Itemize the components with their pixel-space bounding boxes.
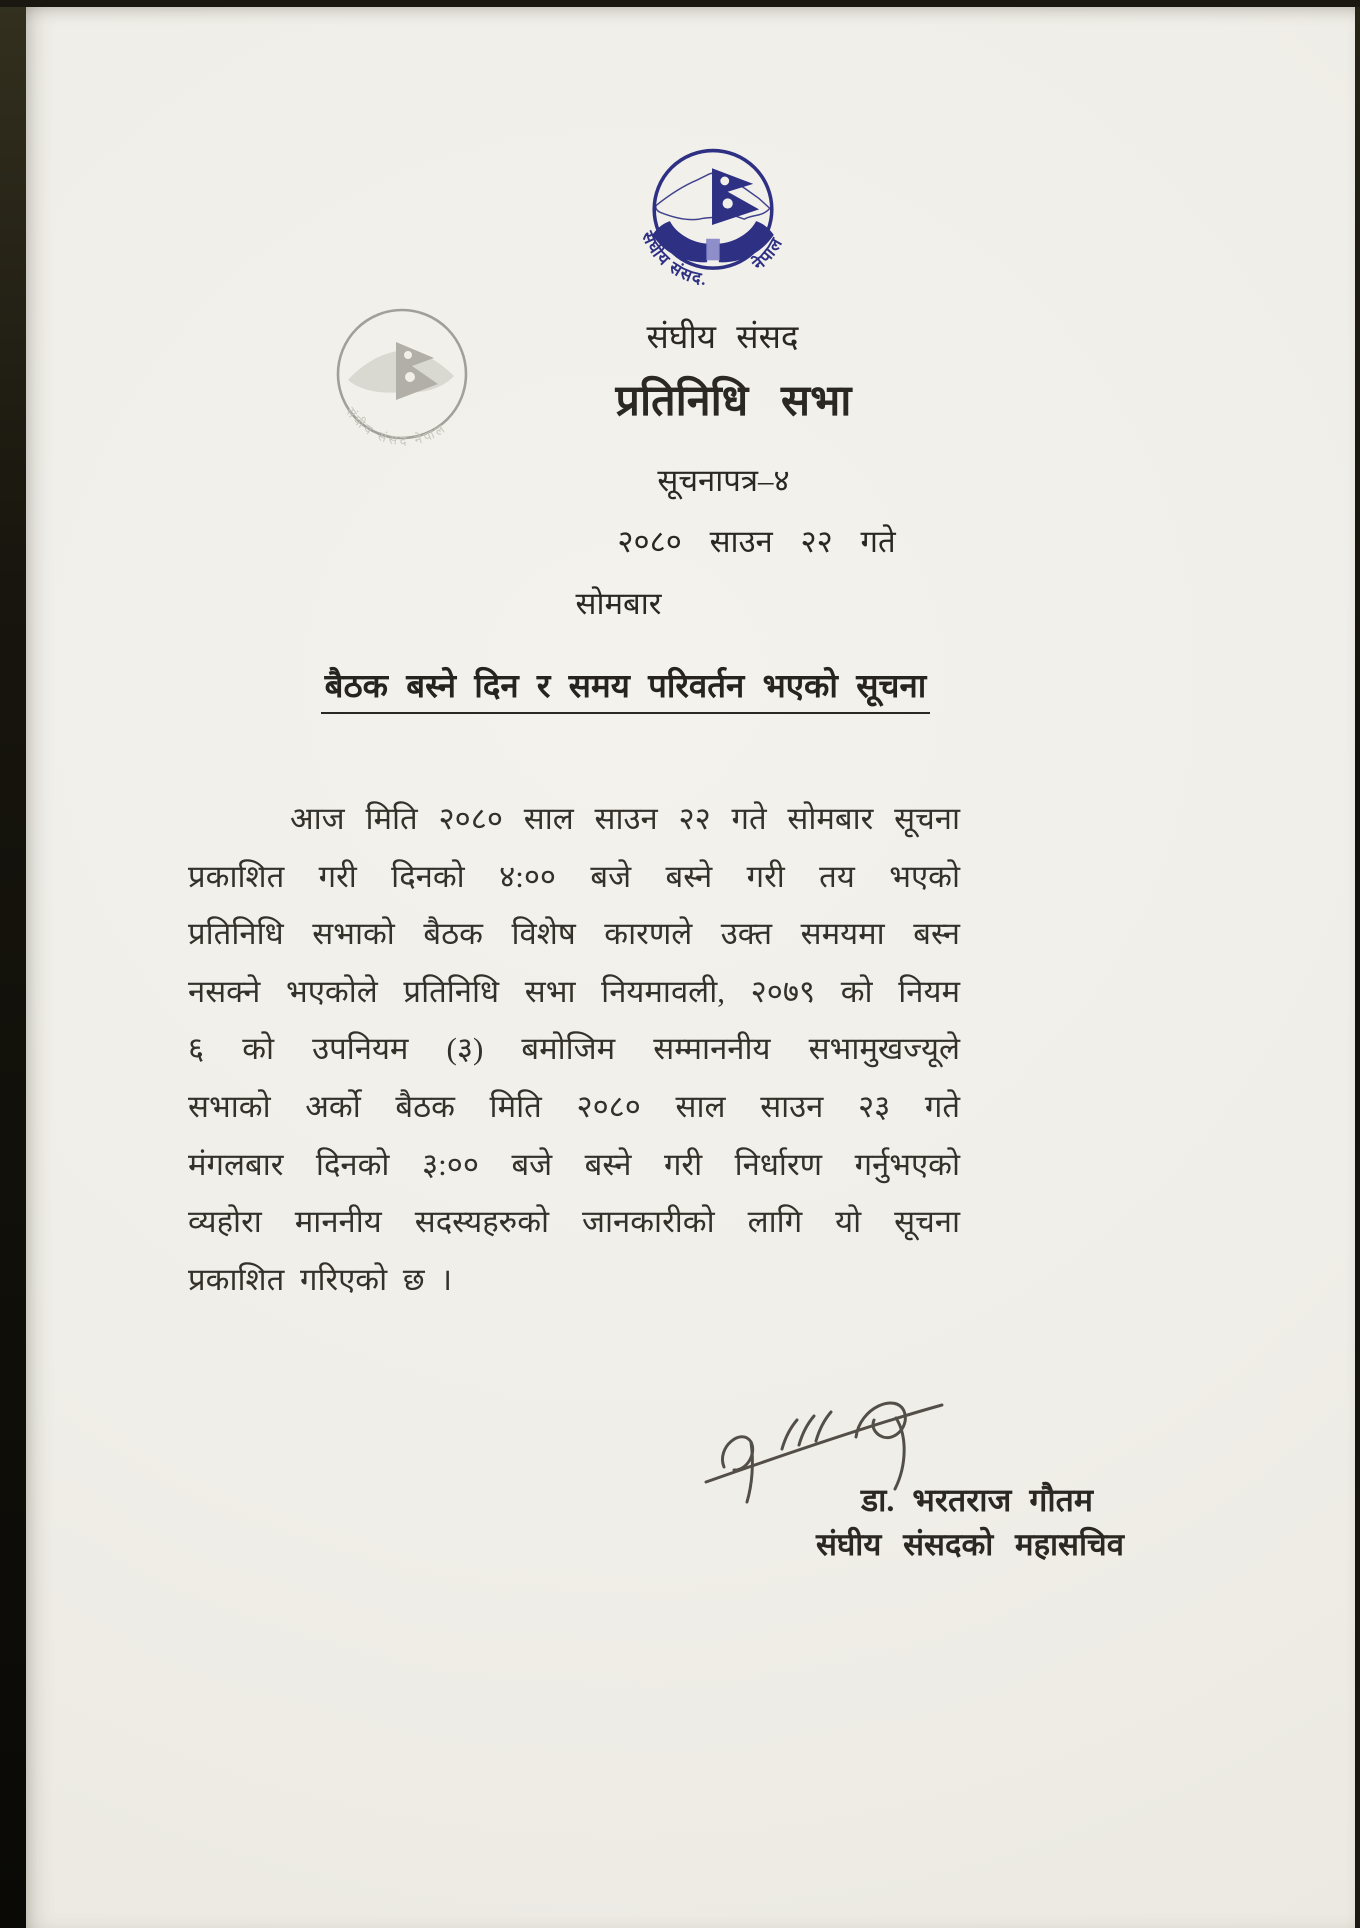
emblem-flag-moon	[720, 177, 729, 186]
notice-body	[188, 790, 960, 1308]
signatory-name: डा. भरतराज गौतम	[860, 1482, 1094, 1518]
body-line: आज मिति २०८० साल साउन २२ गते सोमबार सूचना	[290, 801, 960, 836]
body-line: व्यहोरा माननीय सदस्यहरुको जानकारीको लागि यो सूचना	[188, 1204, 960, 1240]
parliament-emblem	[615, 129, 811, 325]
photo-dark-edge-left	[0, 0, 26, 1928]
body-line: प्रकाशित गरी दिनको ४:०० बजे बस्ने गरी तय भएको	[188, 858, 960, 894]
header-organization: संघीय संसद	[646, 320, 799, 356]
watermark-curved-text: संघीय संसद नेपाल	[342, 404, 450, 449]
notice-title: बैठक बस्ने दिन र समय परिवर्तन भएको सूचना	[321, 662, 931, 714]
header-house-name: प्रतिनिधि सभा	[615, 378, 852, 425]
header-date: २०८० साउन २२ गते	[617, 524, 896, 559]
photo-dark-edge-top	[0, 0, 1360, 7]
header-notice-number: सूचनापत्र–४	[657, 463, 790, 498]
signature-loop-1	[722, 1437, 752, 1470]
signatory-designation: संघीय संसदको महासचिव	[816, 1527, 1124, 1562]
body-line: ६ को उपनियम (३) बमोजिम सम्माननीय सभामुखज्यूले	[188, 1031, 960, 1067]
body-line: नसक्ने भएकोले प्रतिनिधि सभा नियमावली, २०७९ को नियम	[188, 973, 960, 1009]
header-day: सोमबार	[575, 586, 662, 621]
signature-tick-2	[799, 1416, 814, 1445]
body-line: प्रतिनिधि सभाको बैठक विशेष कारणले उक्त समयमा बस्न	[188, 916, 960, 952]
emblem-curved-text-right: नेपाल	[748, 233, 787, 274]
emblem-curved-text-left: संघीय संसद.	[637, 228, 709, 290]
emblem-hands-center	[706, 239, 720, 261]
body-line: प्रकाशित गरिएको छ ।	[188, 1261, 453, 1297]
emblem-flag-sun	[723, 198, 733, 208]
notice-document	[26, 7, 1355, 1928]
notice-title-row	[26, 662, 1355, 714]
signature-tick-3	[816, 1412, 831, 1441]
body-line: सभाको अर्को बैठक मिति २०८० साल साउन २३ गते	[188, 1088, 960, 1124]
signature-down-stroke	[747, 1442, 752, 1502]
body-line: मंगलबार दिनको ३:०० बजे बस्ने गरी निर्धारण गर्नुभएको	[188, 1146, 960, 1182]
photo-dark-edge-right	[1355, 0, 1360, 1928]
signature-tick-1	[782, 1420, 797, 1449]
